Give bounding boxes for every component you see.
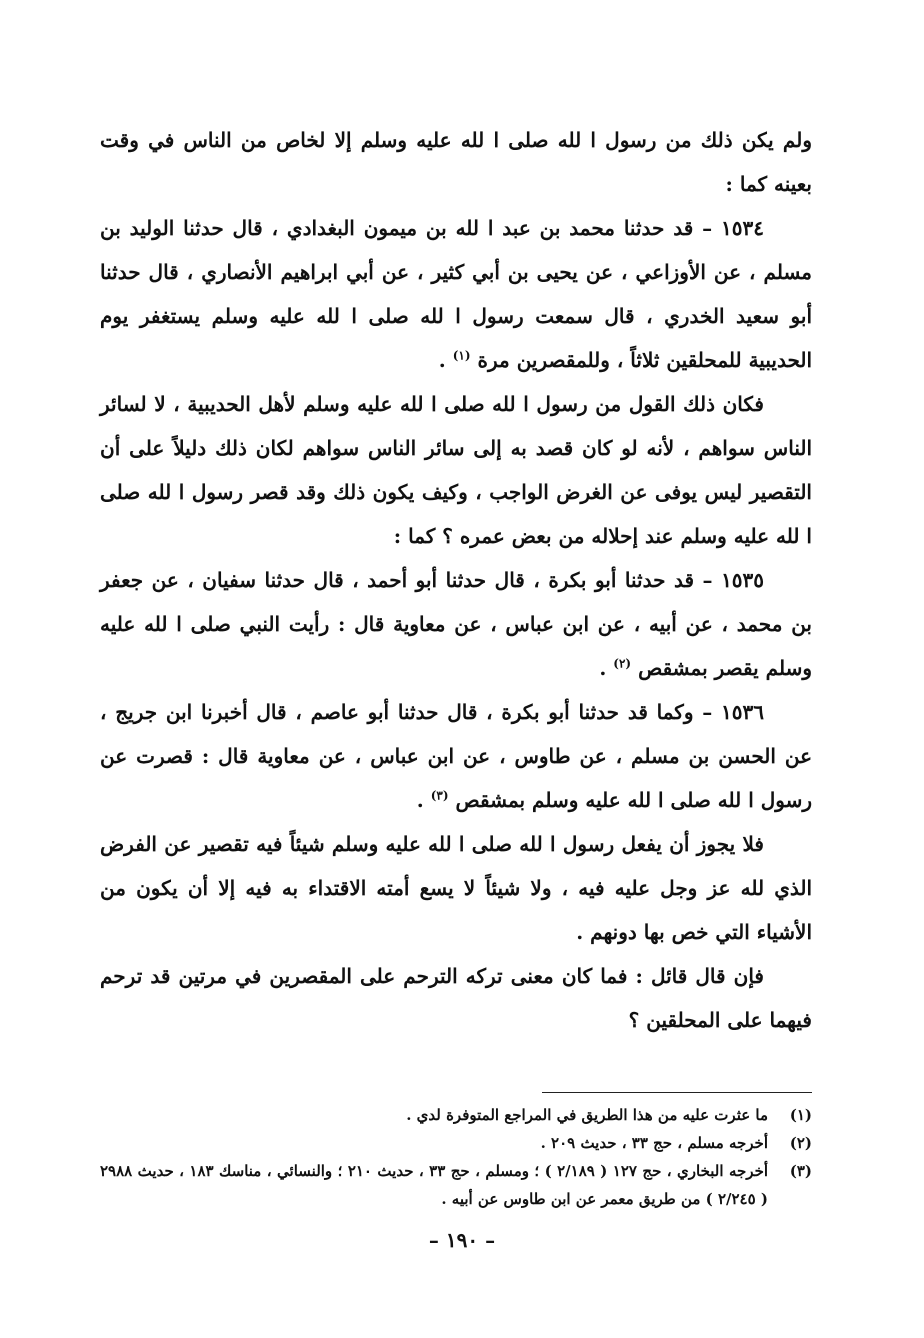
footnote-ref: (٣)	[430, 788, 449, 803]
footnote-mark: (٣)	[789, 1162, 812, 1180]
footnote-3	[100, 1157, 812, 1213]
hadith-number: ١٥٣٥	[721, 568, 765, 592]
hadith-number: ١٥٣٤	[721, 216, 765, 240]
footnote-ref: (١)	[452, 348, 471, 363]
hadith-number: ١٥٣٦	[721, 700, 765, 724]
hadith-text: قد حدثنا محمد بن عبد ا لله بن ميمون البغدادي ، قال حدثنا الوليد بن مسلم ، عن الأوزاعي ، عن يحيى بن أبي كثير ، عن أبي ابراهيم الأنصاري ، قال حدثنا أبو سعيد الخدري ، قال سمعت رسول ا لله صلى ا لله عليه وسلم يستغفر يوم الحديبية للمحلقين ثلاثاً ، وللمقصرين مرة	[100, 216, 812, 372]
footnote-mark: (١)	[789, 1106, 812, 1124]
hadith-1535	[100, 558, 812, 690]
hadith-text: قد حدثنا أبو بكرة ، قال حدثنا أبو أحمد ، قال حدثنا سفيان ، عن جعفر بن محمد ، عن أبيه ، عن ابن عباس ، عن معاوية قال : رأيت النبي صلى ا لله عليه وسلم يقصر بمشقص	[100, 568, 812, 680]
footnote-ref: (٢)	[613, 656, 632, 671]
footnote-mark: (٢)	[789, 1134, 812, 1152]
paragraph-1: ولم يكن ذلك من رسول ا لله صلى ا لله عليه وسلم إلا لخاص من الناس في وقت بعينه كما :	[100, 128, 812, 196]
page-number: – ١٩٠ –	[428, 1228, 496, 1252]
footnote-text: أخرجه البخاري ، حج ١٢٧ ( ٢/١٨٩ ) ؛ ومسلم ، حج ٣٣ ، حديث ٢١٠ ؛ والنسائي ، مناسك ١٨٣ ، حديث ٢٩٨٨ ( ٢/٢٤٥ ) من طريق معمر عن ابن طاوس عن أبيه .	[100, 1162, 769, 1208]
period: .	[416, 788, 424, 812]
hadith-1534	[100, 206, 812, 382]
hadith-text: وكما قد حدثنا أبو بكرة ، قال حدثنا أبو عاصم ، قال أخبرنا ابن جريج ، عن الحسن بن مسلم ، عن طاوس ، عن ابن عباس ، عن معاوية قال : قصرت عن رسول ا لله صلى ا لله عليه وسلم بمشقص	[100, 700, 812, 812]
hadith-1536	[100, 690, 812, 822]
footnote-text: ما عثرت عليه من هذا الطريق في المراجع المتوفرة لدي .	[406, 1106, 768, 1124]
dash: –	[702, 700, 713, 724]
paragraph-3: فكان ذلك القول من رسول ا لله صلى ا لله عليه وسلم لأهل الحديبية ، لا لسائر الناس سواهم ، لأنه لو كان قصد به إلى سائر الناس سواهم لكان ذلك دليلاً على أن التقصير ليس يوفى عن الغرض الواجب ، وكيف يكون ذلك وقد قصر رسول ا لله صلى ا لله عليه وسلم عند إحلاله من بعض عمره ؟ كما :	[100, 392, 812, 548]
main-text	[100, 118, 812, 1042]
period: .	[438, 348, 446, 372]
paragraph-6: فلا يجوز أن يفعل رسول ا لله صلى ا لله عليه وسلم شيئاً فيه تقصير عن الفرض الذي لله عز وجل عليه فيه ، ولا شيئاً لا يسع أمته الاقتداء به فيه إلا أن يكون من الأشياء التي خص بها دونهم .	[100, 832, 812, 944]
dash: –	[702, 216, 713, 240]
period: .	[599, 656, 607, 680]
footnote-text: أخرجه مسلم ، حج ٣٣ ، حديث ٢٠٩ .	[540, 1134, 768, 1152]
paragraph-7: فإن قال قائل : فما كان معنى تركه الترحم على المقصرين في مرتين قد ترحم فيهما على المحلقين ؟	[100, 964, 812, 1032]
footnotes	[100, 1092, 812, 1213]
footnote-1	[100, 1101, 812, 1129]
footnote-divider	[542, 1092, 812, 1093]
dash: –	[702, 568, 713, 592]
footnote-2	[100, 1129, 812, 1157]
